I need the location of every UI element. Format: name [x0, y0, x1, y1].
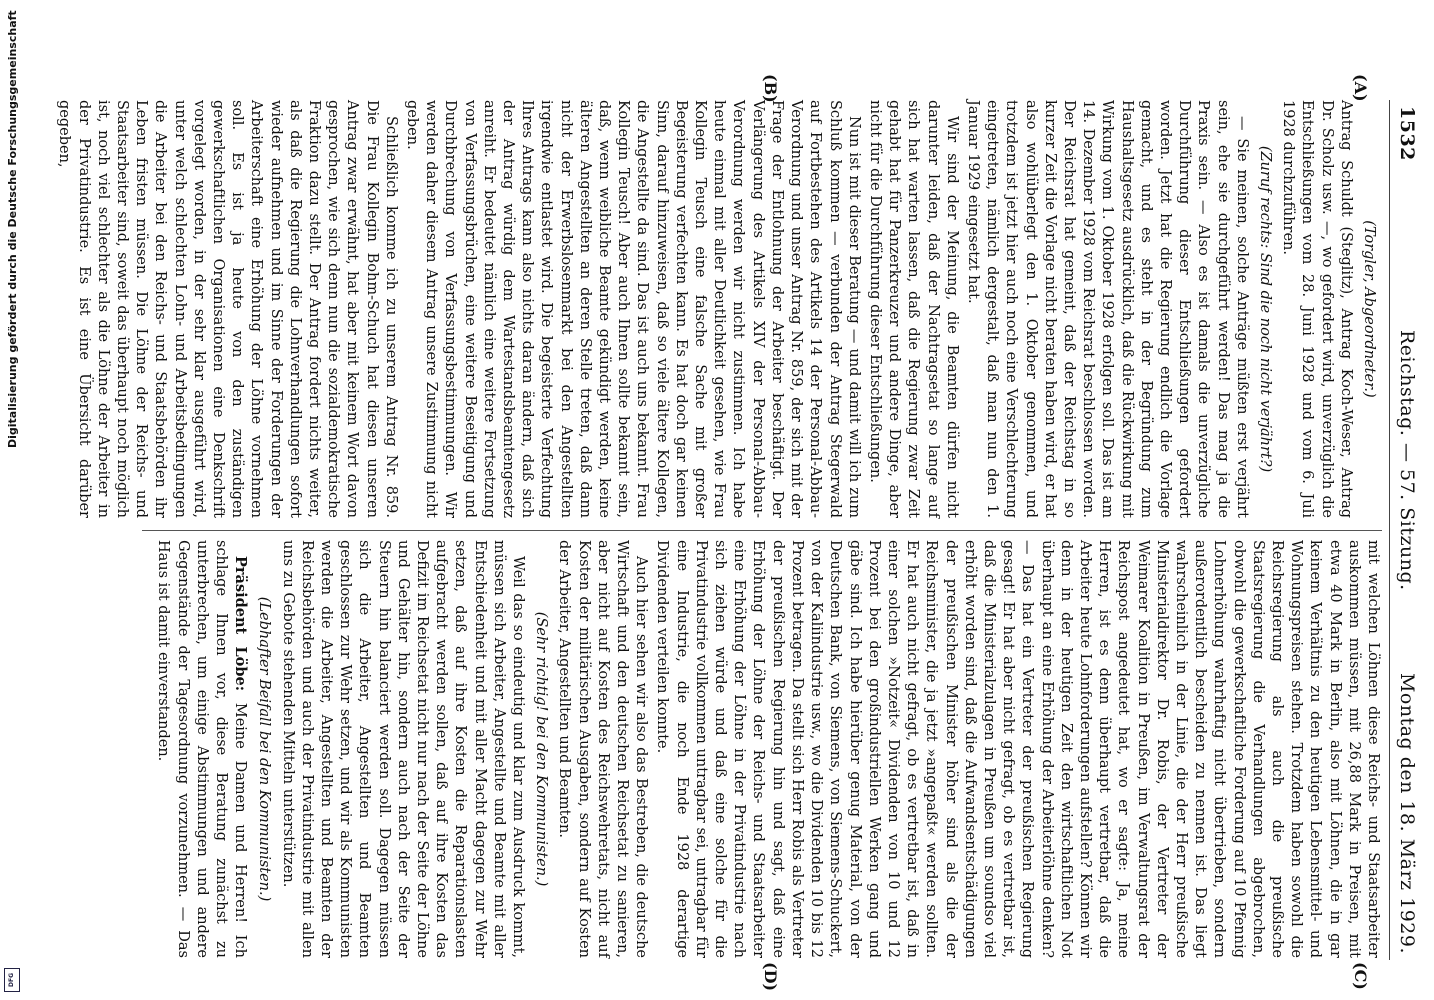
header-rule [1389, 100, 1390, 960]
rotated-page-content [56, 74, 1420, 992]
dfg-logo: DFG [4, 968, 20, 992]
page-number: 1532 [1396, 106, 1418, 161]
paragraph: Weil das so eindeutig und klar zum Ausdruck kommt, müssen sich Arbeiter, Angestellte und Beamte mit aller Entschiedenheit und mit aller Macht dagegen zur Wehr setzen, daß auf ihre Kosten die Reparationslasten aufgebracht werden sollen, daß auf ihre Kosten das Defizit im Reichsetat nicht nur nach der Seite der Löhne und Gehälter hin, sondern auch nach der Seite der Steuern hin balanciert werden soll. Dagegen müssen sich die Arbeiter, Angestellten und Beamten geschlossen zur Wehr setzen, und wir als Kommunisten werden die Arbeiter, Angestellten und Beamten der Reichsbehörden und auch der Privatindustrie mit allen uns zu Gebote stehenden Mitteln unterstützen. [279, 540, 527, 958]
president-paragraph [153, 540, 250, 958]
speaker-label: (Torgler, Abgeordneter.) [1361, 220, 1377, 398]
margin-mark-d: (D) [761, 962, 780, 992]
right-column [142, 540, 1382, 958]
interjection: (Lebhafter Beifall bei den Kommunisten.) [256, 596, 273, 902]
paragraph: Wir sind der Meinung, die Beamten dürfen nicht darunter leiden, daß der Nachtragsetat so lange auf sich hat warten lassen, daß die Regierung zwar Zeit gehabt hat für Panzerkreuzer und andere Dinge, aber nicht für die Durchführung dieser Entschließungen. [866, 100, 960, 518]
paragraph: Schließlich komme ich zu unserem Antrag Nr. 859. Die Frau Kollegin Bohm-Schuch hat diesen unseren Antrag zwar erwähnt, hat aber mit keinem Wort davon gesprochen, wie sich denn nun die sozialdemokratische Fraktion dazu stellt. Der Antrag fordert nichts weiter, als daß die Regierung die Lohnverhandlungen sofort wieder aufnehmen und im Sinne der Forderungen der Arbeiterschaft eine Erhöhung der Löhne vornehmen soll. Es ist ja heute von den zuständigen gewerkschaftlichen Organisationen eine Denkschrift vorgelegt worden, in der sehr klar ausgeführt wird, unter welch schlechten Lohn- und Arbeitsbedingungen die Arbeiter bei den Reichs- und Staatsbehörden ihr Leben fristen müssen. Die Löhne der Reichs- und Staatsarbeiter sind, soweit das überhaupt noch möglich ist, noch viel schlechter als die Löhne der Arbeiter in der Privatindustrie. Es ist eine Übersicht darüber gegeben, [56, 100, 399, 518]
paragraph: Nun ist mit dieser Beratung — und damit will ich zum Schluß kommen — verbunden der Antrag Stegerwald auf Fortbestehen des Artikels 14 der Personal-Abbau-Verordnung und unser Antrag Nr. 859, der sich mit der Frage der Entlohnung der Arbeiter beschäftigt. Der Verlängerung des Artikels XIV der Personal-Abbau-Verordnung werden wir nicht zustimmen. Ich habe heute einmal mit aller Deutlichkeit gesehen, wie Frau Kollegin Teusch eine falsche Sache mit großer Begeisterung verfechten kann. Es hat doch gar keinen Sinn, darauf hinzuweisen, daß so viele ältere Kollegen, die Angestellte da sind. Das ist auch uns bekannt. Frau Kollegin Teusch! Aber auch Ihnen sollte bekannt sein, daß, wenn weibliche Beamte gekündigt werden, keine älteren Angestellten an deren Stelle treten, daß dann nicht der Erwerbslosenmarkt bei den Angestellten irgendwie entlastet wird. Die begeisterte Verfechtung Ihres Antrags kann also nichts daran ändern, daß sich der Antrag würdig dem Wartestandsbeamtengesetz anreiht. Er bedeutet nämlich eine weitere Fortsetzung von Verfassungsbrüchen, eine weitere Beseitigung und Durchbrechung von Verfassungsbestimmungen. Wir werden daher diesem Antrag unsere Zustimmung nicht geben. [404, 100, 862, 518]
column-divider [142, 530, 1382, 531]
margin-mark-b: (B) [761, 74, 780, 103]
left-column [56, 100, 1382, 518]
margin-mark-c: (C) [1351, 962, 1370, 990]
session-date: Montag den 18. März 1929. [1396, 672, 1418, 954]
president-text: Meine Damen und Herren! Ich schlage Ihnen vor, diese Beratung zunächst zu unterbrechen, um einige Abstimmungen und andere Gegenstände der Tagesordnung vorzunehmen. — Das Haus ist damit einverstanden. [155, 540, 249, 958]
paragraph: Auch hier sehen wir also das Bestreben, die deutsche Wirtschaft und den deutschen Reichsetat zu sanieren, aber nicht auf Kosten des Reichswehretats, nicht auf Kosten der militärischen Ausgaben, sondern auf Kosten der Arbeiter, Angestellten und Beamten. [556, 540, 650, 958]
paragraph: mit welchen Löhnen diese Reichs- und Staatsarbeiter auskommen müssen, mit 26,88 Mark in Preisen, mit etwa 40 Mark in Berlin, also mit Löhnen, die in gar keinem Verhältnis zu den heutigen Lebensmittel- und Wohnungspreisen stehen. Trotzdem haben sowohl die Reichsregierung als auch die preußische Staatsregierung die Verhandlungen abgebrochen, obwohl die gewerkschaftliche Forderung auf 10 Pfennig Lohnerhöhung wahrhaftig nicht übertrieben, sondern außerordentlich bescheiden zu nennen ist. Das liegt wahrscheinlich in der Linie, die der Herr preußische Ministerialdirektor Dr. Robis, der Vertreter der Weimarer Koalition in Preußen, im Verwaltungsrat der Reichspost angedeutet hat, wo er sagte: Ja, meine Herren, ist es denn überhaupt vertretbar, daß die Arbeiter heute Lohnforderungen aufstellen? Können wir denn in der heutigen Zeit den wirtschaftlichen Not überhaupt an eine Erhöhung der Arbeiterlöhne denken? — Das hat ein Vertreter der preußischen Regierung gesagt! Er hat aber nicht gefragt, ob es vertretbar ist, daß die Ministerialzulagen in Preußen um soundso viel erhöht worden sind, daß die Aufwandsentschädigungen der preußischen Minister höher sind als die der Reichsminister, die ja jetzt »angepaßt« werden sollten. Er hat auch nicht gefragt, ob es vertretbar ist, daß in einer solchen »Notzeit« Dividenden von 10 und 12 Prozent bei den großindustriellen Werken gang und gäbe sind. Ich habe hierüber genug Material, von der Deutschen Bank, von Siemens, von Siemens-Schuckert, von der Kaliindustrie usw., wo die Dividenden 10 bis 12 Prozent betragen. Da stellt sich Herr Robis als Vertreter der preußischen Regierung hin und sagt, daß eine Erhöhung der Löhne der Reichs- und Staatsarbeiter eine Erhöhung der Löhne in der Privatindustrie nach sich ziehen würde und daß eine solche für die Privatindustrie vollkommen untragbar sei, untragbar für eine Industrie, die noch Ende 1928 derartige Dividenden verteilen konnte. [654, 540, 1381, 958]
paragraph: — Sie meinen, solche Anträge müßten erst verjährt sein, ehe sie durchgeführt werden! Das mag ja die Praxis sein. — Also es ist damals die unverzügliche Durchführung dieser Entschließungen gefordert worden. Jetzt hat die Regierung endlich die Vorlage gemacht, und es steht in der Begründung zum Haushaltsgesetz ausdrücklich, daß die Rückwirkung mit Wirkung vom 1. Oktober 1928 erfolgen soll. Das ist am 14. Dezember 1928 vom Reichsrat beschlossen worden. Der Reichsrat hat gemeint, daß der Reichstag in so kurzer Zeit die Vorlage nicht beraten haben wird, er hat also wohlüberlegt den 1. Oktober genommen, und trotzdem ist jetzt hier auch noch eine Verschlechterung eingetreten, nämlich dergestalt, daß man nun den 1. Januar 1929 eingesetzt hat. [964, 100, 1250, 518]
paragraph: Antrag Schuldt (Steglitz), Antrag Koch-Weser, Antrag Dr. Scholz usw. —, wo gefordert wird, unverzüglich die Entschließungen vom 28. Juni 1928 und vom 6. Juli 1928 durchzuführen. [1280, 100, 1354, 518]
president-speaker: Präsident Löbe: [232, 556, 250, 692]
page-header [1390, 100, 1420, 960]
margin-mark-a: (A) [1351, 74, 1370, 102]
funding-note: Digitalisierung gefördert durch die Deutsche Forschungsgemeinschaft [6, 10, 19, 448]
funding-footer [2, 10, 26, 990]
interjection: (Zuruf rechts: Sind die noch nicht verjährt?) [1256, 145, 1273, 473]
interjection: (Sehr richtig! bei den Kommunisten.) [533, 611, 550, 887]
page-title: Reichstag. — 57. Sitzung. [1396, 330, 1418, 591]
